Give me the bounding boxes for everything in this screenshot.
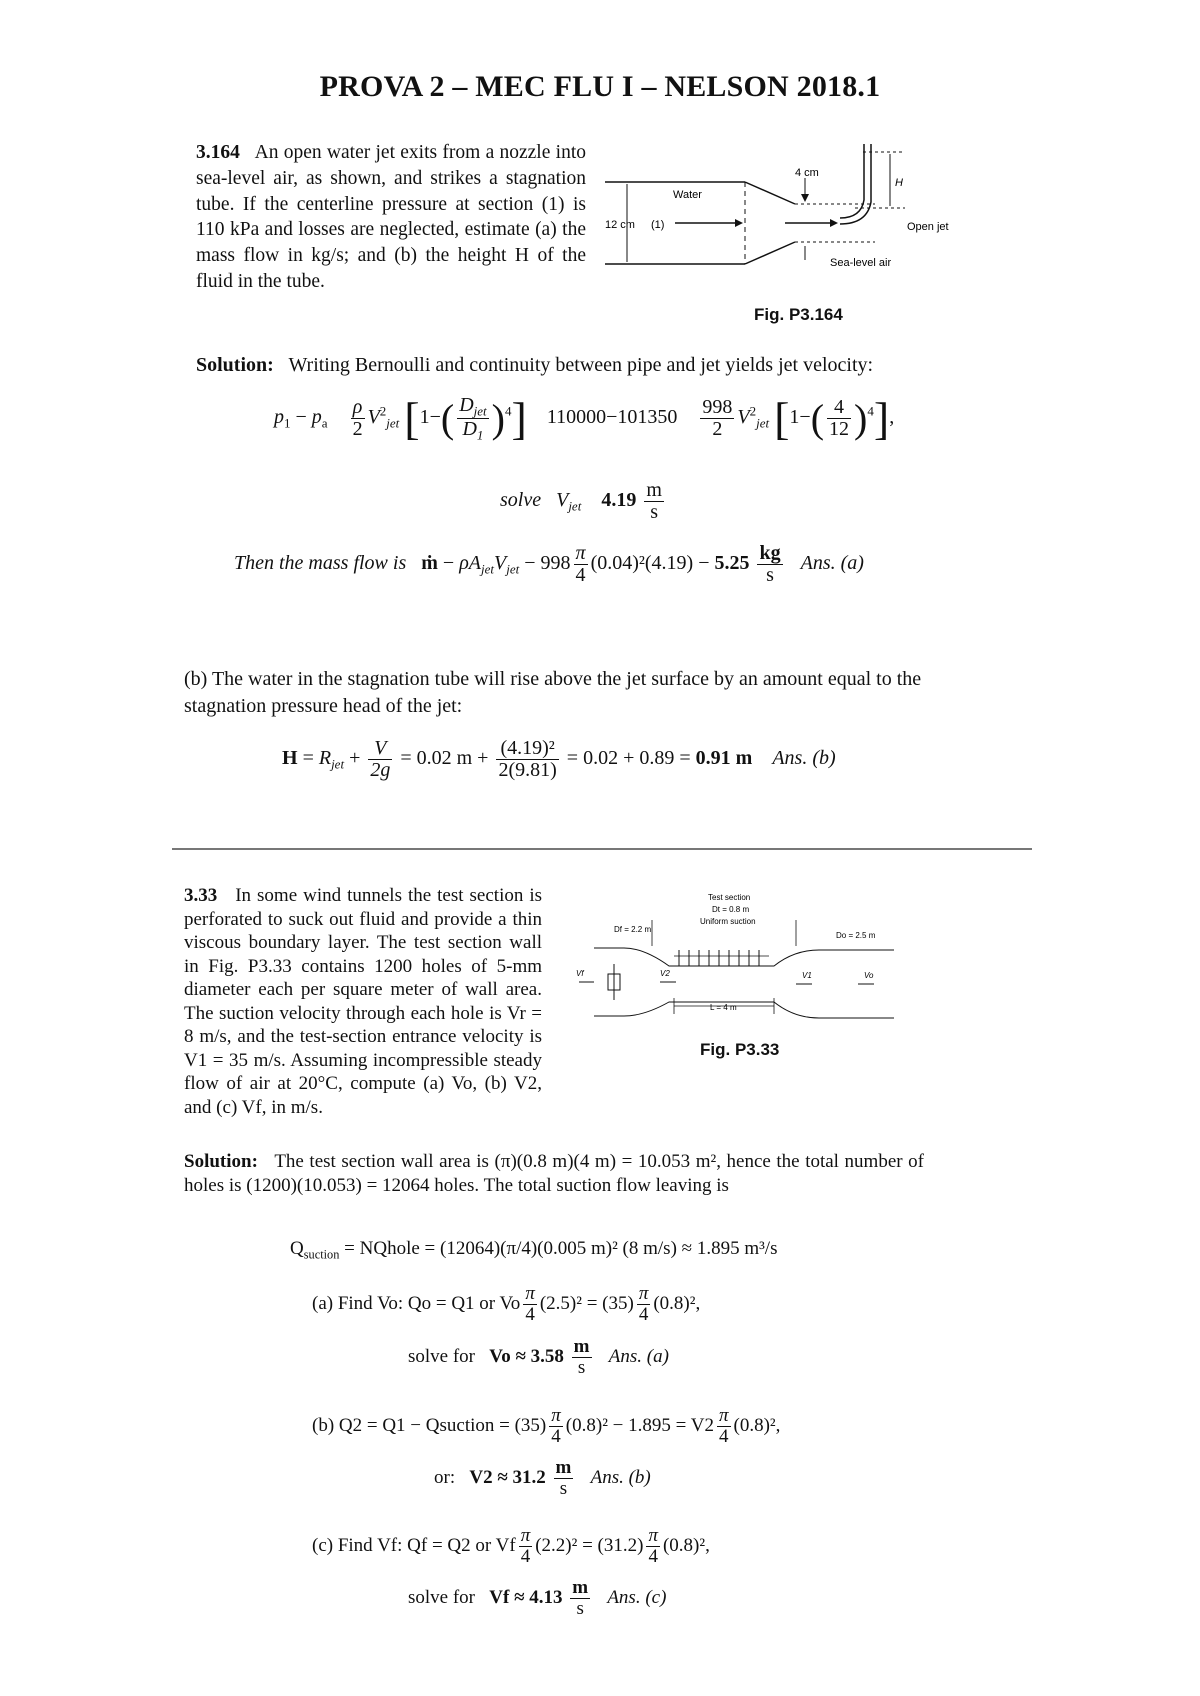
figure-caption-p3164: Fig. P3.164 xyxy=(754,305,843,324)
problem-number: 3.33 xyxy=(184,885,218,906)
mass-flow-rest: (0.04)²(4.19) − xyxy=(590,552,710,575)
eq1-rho: 998 xyxy=(702,396,733,418)
solution-label: Solution: xyxy=(196,354,274,376)
b-eq-end: (0.8)², xyxy=(733,1414,781,1436)
mass-flow-unit: kg xyxy=(759,542,781,564)
a-eq-end: (0.8)², xyxy=(653,1292,701,1314)
eq1-numbers: 110000−101350 xyxy=(546,406,678,429)
solve-vjet: solve $V_{jet}$ 4.19 $\frac{m}{s}$ xyxy=(500,479,662,523)
c-eq-mid: (2.2)² = (31.2) xyxy=(535,1534,644,1556)
problem-text: An open water jet exits from a nozzle into sea-level air, as shown, and strikes a stagnation tube. If the centerline pressure at section (1) is 110 kPa and losses are neglected, estimate (a) the mass flow in kg/s; and (b) the height H of the fluid in the tube. xyxy=(196,142,586,292)
part-a-equation: (a) Find Vo: Qo = Q1 or Vo $\frac{\pi}{4}$ (2.5)² = (35) $\frac{\pi}{4}$ (0.8)², xyxy=(312,1283,701,1325)
b-eq: (b) Q2 = Q1 − Qsuction = (35) xyxy=(312,1414,547,1436)
figure-p3164 xyxy=(605,138,1005,268)
label-vf: Vf xyxy=(576,969,584,978)
label-open-jet: Open jet xyxy=(907,221,949,233)
vf-value: Vf ≈ 4.13 xyxy=(489,1586,563,1608)
label-uniform-suction: Uniform suction xyxy=(700,917,756,926)
height-equation: $H = R_{jet}$ + $\frac{V}{2g}$ = 0.02 m + $\frac{\text{(4.19)²}}{2(9.81)}$ = 0.02 + 0.89 = 0.91 m Ans. (b) xyxy=(282,737,836,781)
c-eq-end: (0.8)², xyxy=(662,1534,710,1556)
label-H: H xyxy=(895,177,903,189)
unit-m: m xyxy=(646,479,662,501)
label-test-section: Test section xyxy=(708,893,751,902)
c-find: (c) Find Vf: Qf = Q2 or Vf xyxy=(312,1534,516,1556)
unit-m: m xyxy=(572,1577,589,1598)
v2-value: V2 ≈ 31.2 xyxy=(469,1466,546,1488)
H-eq-mid: = 0.02 m + xyxy=(400,747,489,770)
unit-s: s xyxy=(644,501,664,523)
mass-flow-intro: Then the mass flow is xyxy=(234,552,407,575)
problem-text: In some wind tunnels the test section is perforated to suck out fluid and provide a thin viscous boundary layer. The test section wall in Fig. P3.33 contains 1200 holes of 5-mm diameter each per square meter of wall area. The suction velocity through each hole is Vr = 8 m/s, and the test-section entrance velocity is V1 = 35 m/s. Assuming incompressible steady flow of air at 20°C, compute (a) Vo, (b) V2, and (c) Vf, in m/s. xyxy=(184,885,542,1118)
H-num: (4.19)² xyxy=(500,737,555,759)
label-dt: Dt = 0.8 m xyxy=(712,905,750,914)
label-section: (1) xyxy=(651,219,665,231)
H-eq-end: = 0.02 + 0.89 = xyxy=(566,747,691,770)
solution-3164-intro xyxy=(196,352,1016,379)
unit-s: s xyxy=(570,1598,590,1619)
label-4cm: 4 cm xyxy=(795,167,819,179)
ans-b-333: Ans. (b) xyxy=(590,1466,651,1488)
or-label: or: xyxy=(434,1466,456,1488)
solution-label: Solution: xyxy=(184,1151,258,1172)
q-suction-expr: = NQhole = (12064)(π/4)(0.005 m)² (8 m/s) ≈ 1.895 m³/s xyxy=(344,1238,778,1259)
solution-333-text xyxy=(184,1150,924,1198)
part-b-text: (b) The water in the stagnation tube will rise above the jet surface by an amount equal to the stagnation pressure head of the jet: xyxy=(184,668,922,717)
label-water: Water xyxy=(673,189,702,201)
label-sea-level-air: Sea-level air xyxy=(830,257,892,268)
part-b-equation: (b) Q2 = Q1 − Qsuction = (35) $\frac{\pi}{4}$ (0.8)² − 1.895 = V2 $\frac{\pi}{4}$ (0.8)², xyxy=(312,1405,781,1447)
mass-flow-expr: − 998 xyxy=(524,552,571,575)
ans-b-3164: Ans. (b) xyxy=(772,747,836,770)
q-suction-equation: $Q_{suction}$ = NQhole = (12064)(π/4)(0.005 m)² (8 m/s) ≈ 1.895 m³/s xyxy=(290,1238,778,1262)
solve-label: solve xyxy=(500,489,542,512)
problem-333-statement xyxy=(184,884,542,1119)
vo-value: Vo ≈ 3.58 xyxy=(489,1345,564,1367)
part-c-equation: (c) Find Vf: Qf = Q2 or Vf $\frac{\pi}{4}$ (2.2)² = (31.2) $\frac{\pi}{4}$ (0.8)², xyxy=(312,1525,710,1567)
label-v1: V1 xyxy=(802,971,812,980)
solution-intro-text: Writing Bernoulli and continuity between pipe and jet yields jet velocity: xyxy=(288,354,874,376)
vo-result xyxy=(408,1337,669,1378)
unit-m: m xyxy=(555,1457,572,1478)
unit-s: s xyxy=(572,1357,592,1378)
v2-result xyxy=(434,1458,651,1499)
mass-flow-equation: Then the mass flow is ṁ − $\rho A_{jet}V_{jet} - 998$ $\frac{\pi}{4}$ (0.04)²(4.19) − 5.25 $\frac{kg}{s}$ Ans. (a) xyxy=(234,542,864,586)
a-eq-mid: (2.5)² = (35) xyxy=(539,1292,634,1314)
bernoulli-equation: $p_1 - p_a$ $\frac{\rho}{2}$ $V^2_{jet}$ [1−( $\frac{D_{jet}}{D_1}$ )$^4$] 110000−101350 $\frac{998}{2}$ $V^2_{jet}$ [1−( $\frac{4}{12}$ )$^4$], xyxy=(274,393,895,444)
figure-p333 xyxy=(574,890,904,1030)
solve-for: solve for xyxy=(408,1345,476,1367)
label-do: Do = 2.5 m xyxy=(836,931,876,940)
section-divider xyxy=(172,848,1032,850)
H-den: 2(9.81) xyxy=(498,759,557,781)
b-eq-mid: (0.8)² − 1.895 = V2 xyxy=(565,1414,714,1436)
vf-result xyxy=(408,1578,666,1619)
mass-flow-value: 5.25 xyxy=(714,552,750,575)
label-df: Df = 2.2 m xyxy=(614,925,652,934)
ans-a-333: Ans. (a) xyxy=(608,1345,669,1367)
a-find: (a) Find Vo: Qo = Q1 or Vo xyxy=(312,1292,521,1314)
vjet-value: 4.19 xyxy=(601,489,637,512)
label-12cm: 12 cm xyxy=(605,219,635,231)
ans-c-333: Ans. (c) xyxy=(607,1586,667,1608)
label-L: L = 4 m xyxy=(710,1003,737,1012)
unit-m: m xyxy=(573,1336,590,1357)
problem-number: 3.164 xyxy=(196,142,240,163)
unit-s: s xyxy=(554,1478,574,1499)
solution-text: The test section wall area is (π)(0.8 m)(4 m) = 10.053 m², hence the total number of holes is (1200)(10.053) = 12064 holes. The total suction flow leaving is xyxy=(184,1151,924,1196)
solve-for: solve for xyxy=(408,1586,476,1608)
page-title: PROVA 2 – MEC FLU I – NELSON 2018.1 xyxy=(319,70,881,103)
figure-caption-p333: Fig. P3.33 xyxy=(700,1040,780,1059)
problem-3164-statement xyxy=(196,140,586,295)
ans-a-3164: Ans. (a) xyxy=(800,552,864,575)
H-value: 0.91 m xyxy=(695,747,753,770)
label-vo: Vo xyxy=(864,971,874,980)
unit-s: s xyxy=(757,564,782,586)
label-v2: V2 xyxy=(660,969,670,978)
